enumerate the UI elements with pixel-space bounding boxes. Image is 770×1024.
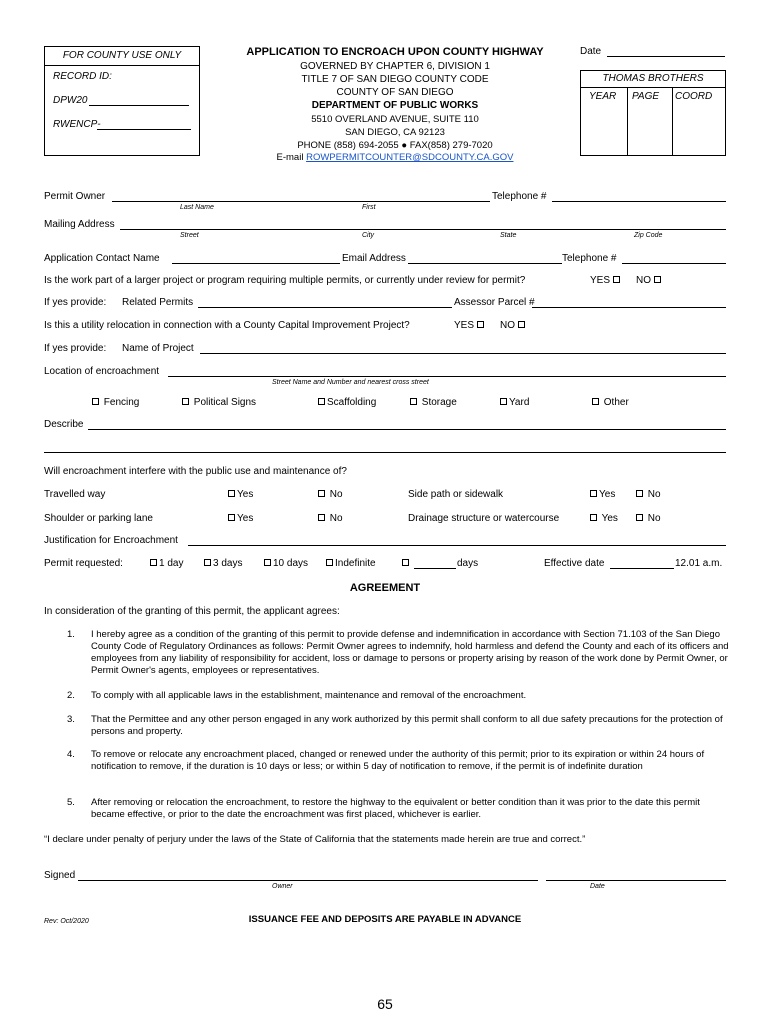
drainage-no-checkbox[interactable]: No	[636, 513, 661, 525]
permit-requested-label: Permit requested:	[44, 558, 123, 569]
drainage-yes-checkbox[interactable]: Yes	[590, 513, 618, 525]
larger-project-question: Is the work part of a larger project or program requiring multiple permits, or currently under review for permit?	[44, 275, 526, 286]
travelled-way-label: Travelled way	[44, 489, 106, 500]
signature-date-field[interactable]	[546, 880, 726, 881]
larger-yes-checkbox[interactable]: YES	[590, 275, 622, 287]
header-line-6: SAN DIEGO, CA 92123	[345, 127, 445, 138]
telephone2-field[interactable]	[622, 263, 726, 264]
street-label: Street	[180, 232, 199, 239]
assessor-label: Assessor Parcel #	[454, 297, 535, 308]
header-line-3: COUNTY OF SAN DIEGO	[336, 87, 454, 98]
location-sub-label: Street Name and Number and nearest cross street	[272, 379, 429, 386]
checkbox-icon	[518, 321, 525, 328]
describe-field[interactable]	[88, 429, 726, 430]
type-political-signs[interactable]: Political Signs	[182, 397, 256, 409]
checkbox-icon	[92, 398, 99, 405]
sidepath-yes-checkbox[interactable]: Yes	[590, 489, 615, 501]
thomas-brothers-box	[580, 70, 726, 156]
header-phone: PHONE (858) 694-2055 ● FAX(858) 279-7020	[297, 140, 493, 151]
page-label: PAGE	[632, 91, 660, 102]
last-name-label: Last Name	[180, 204, 214, 211]
header-line-5: 5510 OVERLAND AVENUE, SUITE 110	[311, 114, 479, 125]
travelled-no-checkbox[interactable]: No	[318, 489, 343, 501]
duration-1-day[interactable]: 1 day	[150, 558, 183, 570]
date-field[interactable]	[607, 56, 725, 57]
shoulder-yes-checkbox[interactable]: Yes	[228, 513, 253, 525]
justification-field[interactable]	[188, 545, 726, 546]
email-label: E-mail	[276, 152, 304, 163]
checkbox-icon	[318, 490, 325, 497]
if-yes-label: If yes provide:	[44, 297, 107, 308]
assessor-field[interactable]	[532, 307, 726, 308]
duration-10-days[interactable]: 10 days	[264, 558, 308, 570]
county-use-box	[44, 46, 200, 156]
effective-date-field[interactable]	[610, 568, 674, 569]
utility-yes-checkbox[interactable]: YES	[454, 320, 486, 332]
agreement-intro: In consideration of the granting of this permit, the applicant agrees:	[44, 606, 340, 617]
checkbox-icon	[402, 559, 409, 566]
sidepath-no-checkbox[interactable]: No	[636, 489, 661, 501]
first-label: First	[362, 204, 376, 211]
record-id-label: RECORD ID:	[53, 71, 112, 82]
checkbox-icon	[636, 490, 643, 497]
mailing-address-label: Mailing Address	[44, 219, 115, 230]
checkbox-icon	[590, 514, 597, 521]
location-label: Location of encroachment	[44, 366, 160, 377]
duration-3-days[interactable]: 3 days	[204, 558, 242, 570]
revision-label: Rev: Oct/2020	[44, 918, 89, 925]
rwencp-label: RWENCP-	[53, 119, 101, 130]
checkbox-icon	[636, 514, 643, 521]
effective-time: 12.01 a.m.	[675, 558, 723, 569]
coord-label: COORD	[675, 91, 713, 102]
year-label: YEAR	[589, 91, 617, 102]
checkbox-icon	[264, 559, 271, 566]
email-address-label: Email Address	[342, 253, 406, 264]
name-project-label: Name of Project	[122, 343, 194, 354]
type-yard[interactable]: Yard	[500, 397, 529, 409]
related-permits-field[interactable]	[198, 307, 452, 308]
telephone-label: Telephone #	[492, 191, 547, 202]
type-scaffolding[interactable]: Scaffolding	[318, 397, 376, 409]
type-storage[interactable]: Storage	[410, 397, 457, 409]
agreement-title: AGREEMENT	[349, 582, 421, 594]
related-permits-label: Related Permits	[122, 297, 194, 308]
form-title: APPLICATION TO ENCROACH UPON COUNTY HIGHWAY	[246, 46, 544, 58]
describe-label: Describe	[44, 419, 84, 430]
app-contact-field[interactable]	[172, 263, 340, 264]
telephone-field[interactable]	[552, 201, 726, 202]
days-label: days	[457, 558, 479, 569]
checkbox-icon	[410, 398, 417, 405]
checkbox-icon	[204, 559, 211, 566]
duration-custom[interactable]	[402, 558, 411, 570]
checkbox-icon	[150, 559, 157, 566]
duration-custom-field[interactable]	[414, 568, 456, 569]
page-number: 65	[377, 996, 393, 1012]
zip-label: Zip Code	[634, 232, 663, 239]
signed-label: Signed	[44, 870, 76, 881]
checkbox-icon	[500, 398, 507, 405]
dpw20-field[interactable]	[89, 105, 189, 106]
city-label: City	[362, 232, 375, 239]
rwencp-field[interactable]	[97, 129, 191, 130]
date-label: Date	[580, 46, 602, 57]
state-label: State	[500, 232, 517, 239]
header-line-4: DEPARTMENT OF PUBLIC WORKS	[311, 100, 479, 111]
utility-no-checkbox[interactable]: NO	[500, 320, 527, 332]
checkbox-icon	[477, 321, 484, 328]
type-fencing[interactable]: Fencing	[92, 397, 139, 409]
checkbox-icon	[228, 514, 235, 521]
mailing-address-field[interactable]	[120, 229, 726, 230]
app-contact-label: Application Contact Name	[44, 253, 160, 264]
permit-owner-field[interactable]	[112, 201, 490, 202]
checkbox-icon	[318, 514, 325, 521]
larger-no-checkbox[interactable]: NO	[636, 275, 663, 287]
checkbox-icon	[318, 398, 325, 405]
side-path-label: Side path or sidewalk	[408, 489, 504, 500]
thomas-brothers-title: THOMAS BROTHERS	[581, 71, 725, 88]
travelled-yes-checkbox[interactable]: Yes	[228, 489, 253, 501]
effective-date-label: Effective date	[544, 558, 605, 569]
checkbox-icon	[613, 276, 620, 283]
dpw20-label: DPW20	[53, 95, 88, 106]
duration-indefinite[interactable]: Indefinite	[326, 558, 376, 570]
telephone2-label: Telephone #	[562, 253, 617, 264]
signature-field[interactable]	[78, 880, 538, 881]
name-project-field[interactable]	[200, 353, 726, 354]
utility-question: Is this a utility relocation in connection with a County Capital Improvement Project?	[44, 320, 410, 331]
describe-field-2[interactable]	[44, 452, 726, 453]
signature-date-label: Date	[590, 883, 605, 890]
justification-label: Justification for Encroachment	[44, 535, 178, 546]
shoulder-label: Shoulder or parking lane	[44, 513, 153, 524]
shoulder-no-checkbox[interactable]: No	[318, 513, 343, 525]
location-field[interactable]	[168, 376, 726, 377]
declaration: “I declare under penalty of perjury under the laws of the State of California that the statements made herein are true and correct.”	[44, 834, 586, 845]
owner-label: Owner	[272, 883, 293, 890]
header-line-1: GOVERNED BY CHAPTER 6, DIVISION 1	[300, 61, 490, 72]
drainage-label: Drainage structure or watercourse	[408, 513, 560, 524]
permit-owner-label: Permit Owner	[44, 191, 106, 202]
checkbox-icon	[228, 490, 235, 497]
email-address-field[interactable]	[408, 263, 562, 264]
county-use-title: FOR COUNTY USE ONLY	[45, 47, 199, 66]
checkbox-icon	[590, 490, 597, 497]
checkbox-icon	[654, 276, 661, 283]
email-link[interactable]: ROWPERMITCOUNTER@SDCOUNTY.CA.GOV	[306, 152, 514, 163]
type-other[interactable]: Other	[592, 397, 629, 409]
checkbox-icon	[182, 398, 189, 405]
interfere-question: Will encroachment interfere with the public use and maintenance of?	[44, 466, 347, 477]
checkbox-icon	[592, 398, 599, 405]
header-line-2: TITLE 7 OF SAN DIEGO COUNTY CODE	[301, 74, 489, 85]
header-email-row	[200, 152, 590, 165]
checkbox-icon	[326, 559, 333, 566]
if-yes-label-2: If yes provide:	[44, 343, 107, 354]
issuance-note: ISSUANCE FEE AND DEPOSITS ARE PAYABLE IN ADVANCE	[248, 914, 522, 925]
